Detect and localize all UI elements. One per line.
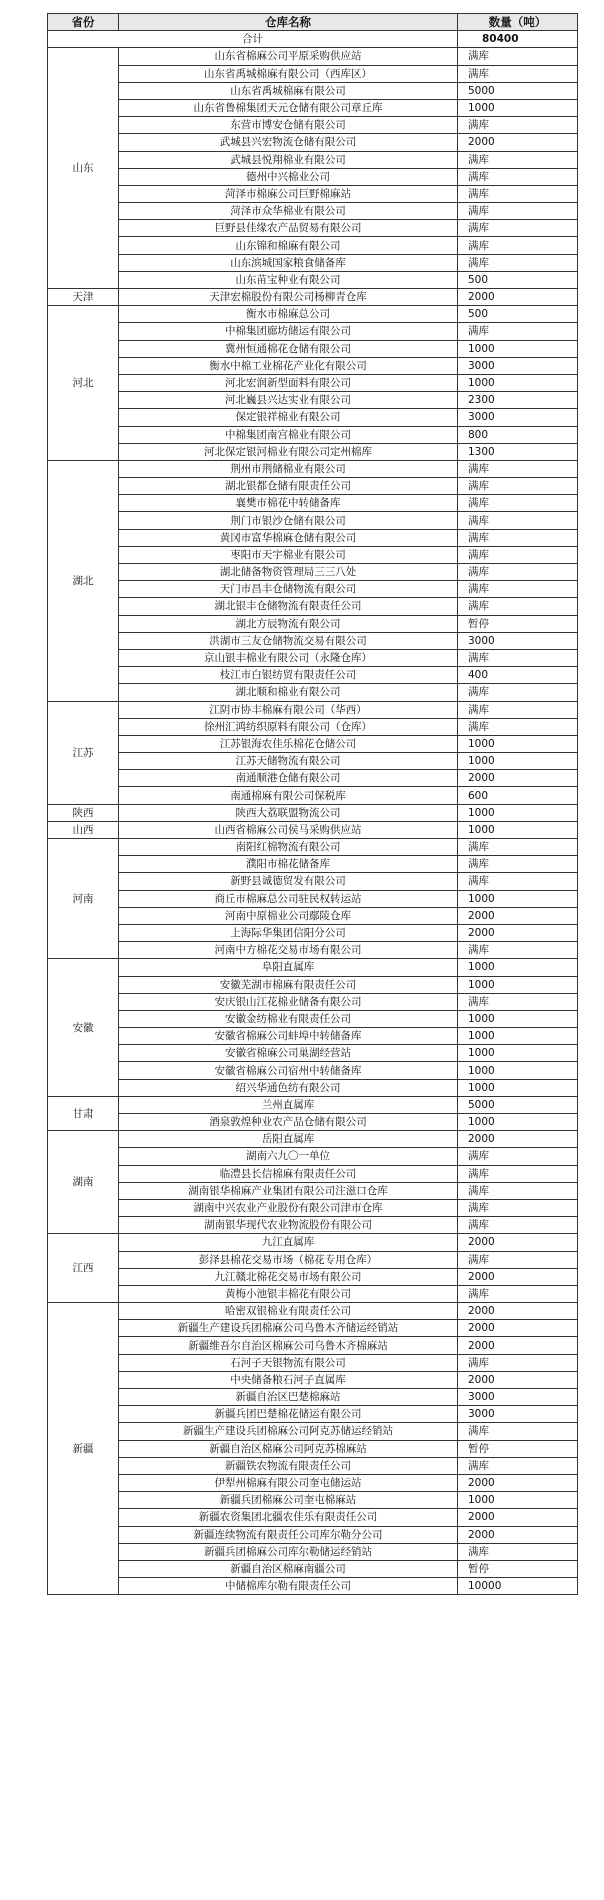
warehouse-cell: 新野县诚德贸发有限公司 (119, 873, 458, 890)
table-row (48, 632, 578, 649)
province-cell: 湖北 (48, 460, 119, 701)
table-row (48, 1285, 578, 1302)
province-cell: 江苏 (48, 701, 119, 804)
warehouse-cell: 枝江市白银纺贸有限责任公司 (119, 667, 458, 684)
warehouse-cell: 江苏银海农佳乐棉花仓储公司 (119, 735, 458, 752)
warehouse-cell: 天津宏棉股份有限公司杨柳青仓库 (119, 289, 458, 306)
quantity-cell: 1000 (458, 1062, 578, 1079)
quantity-cell: 1000 (458, 1045, 578, 1062)
warehouse-cell: 山东滨城国家粮食储备库 (119, 254, 458, 271)
table-row (48, 770, 578, 787)
table-row (48, 271, 578, 288)
province-cell: 甘肃 (48, 1096, 119, 1130)
table-row (48, 426, 578, 443)
warehouse-cell: 濮阳市棉花储备库 (119, 856, 458, 873)
table-row (48, 392, 578, 409)
table-row (48, 478, 578, 495)
warehouse-cell: 京山银丰棉业有限公司（永隆仓库） (119, 649, 458, 666)
warehouse-cell: 湖北银都仓储有限责任公司 (119, 478, 458, 495)
quantity-cell: 400 (458, 667, 578, 684)
warehouse-cell: 河南中原棉业公司鄢陵仓库 (119, 907, 458, 924)
warehouse-cell: 湖北顺和棉业有限公司 (119, 684, 458, 701)
table-row (48, 168, 578, 185)
quantity-cell: 5000 (458, 1096, 578, 1113)
table-row (48, 1423, 578, 1440)
quantity-cell: 暂停 (458, 615, 578, 632)
quantity-cell: 3000 (458, 632, 578, 649)
table-row (48, 340, 578, 357)
warehouse-cell: 冀州恒通棉花仓储有限公司 (119, 340, 458, 357)
warehouse-cell: 江苏天储物流有限公司 (119, 753, 458, 770)
table-row (48, 684, 578, 701)
table-row (48, 306, 578, 323)
table-row (48, 220, 578, 237)
table-row (48, 1114, 578, 1131)
warehouse-cell: 酒泉敦煌种业农产品仓储有限公司 (119, 1114, 458, 1131)
quantity-cell: 2300 (458, 392, 578, 409)
header-province: 省份 (48, 14, 119, 31)
quantity-cell: 满库 (458, 1457, 578, 1474)
quantity-cell: 满库 (458, 203, 578, 220)
warehouse-cell: 武城县兴宏物流仓储有限公司 (119, 134, 458, 151)
quantity-cell: 1000 (458, 804, 578, 821)
table-row (48, 804, 578, 821)
warehouse-cell: 岳阳直属库 (119, 1131, 458, 1148)
quantity-cell: 3000 (458, 1406, 578, 1423)
warehouse-cell: 安徽芜湖市棉麻有限责任公司 (119, 976, 458, 993)
table-row (48, 82, 578, 99)
table-row (48, 99, 578, 116)
table-row (48, 1492, 578, 1509)
table-row (48, 649, 578, 666)
warehouse-cell: 临澧县长信棉麻有限责任公司 (119, 1165, 458, 1182)
table-row (48, 134, 578, 151)
province-cell: 河南 (48, 839, 119, 959)
quantity-cell: 500 (458, 306, 578, 323)
quantity-cell: 2000 (458, 924, 578, 941)
quantity-cell: 2000 (458, 770, 578, 787)
warehouse-cell: 新疆自治区巴楚棉麻站 (119, 1389, 458, 1406)
warehouse-cell: 彭泽县棉花交易市场（棉花专用仓库） (119, 1251, 458, 1268)
warehouse-cell: 荆州市荆储棉业有限公司 (119, 460, 458, 477)
table-row (48, 323, 578, 340)
quantity-cell: 满库 (458, 1148, 578, 1165)
warehouse-cell: 湖北银丰仓储物流有限责任公司 (119, 598, 458, 615)
quantity-cell: 满库 (458, 993, 578, 1010)
table-row (48, 1560, 578, 1577)
quantity-cell: 满库 (458, 1165, 578, 1182)
warehouse-table (47, 13, 578, 1595)
province-cell: 新疆 (48, 1303, 119, 1595)
warehouse-cell: 江阴市协丰棉麻有限公司（华西） (119, 701, 458, 718)
quantity-cell: 2000 (458, 1337, 578, 1354)
warehouse-cell: 上海际华集团信阳分公司 (119, 924, 458, 941)
quantity-cell: 满库 (458, 254, 578, 271)
warehouse-cell: 安徽金纺棉业有限责任公司 (119, 1010, 458, 1027)
quantity-cell: 1000 (458, 1492, 578, 1509)
table-row (48, 1148, 578, 1165)
quantity-cell: 满库 (458, 168, 578, 185)
quantity-cell: 满库 (458, 117, 578, 134)
warehouse-cell: 湖南六九〇一单位 (119, 1148, 458, 1165)
warehouse-cell: 南通棉麻有限公司保税库 (119, 787, 458, 804)
table-row (48, 667, 578, 684)
table-row (48, 1028, 578, 1045)
quantity-cell: 2000 (458, 907, 578, 924)
quantity-cell: 满库 (458, 718, 578, 735)
quantity-cell: 1000 (458, 753, 578, 770)
warehouse-cell: 湖南银华现代农业物流股份有限公司 (119, 1217, 458, 1234)
warehouse-cell: 德州中兴棉业公司 (119, 168, 458, 185)
quantity-cell: 2000 (458, 1526, 578, 1543)
warehouse-cell: 山东省棉麻公司平原采购供应站 (119, 48, 458, 65)
warehouse-cell: 安徽省棉麻公司蚌埠中转储备库 (119, 1028, 458, 1045)
quantity-cell: 满库 (458, 839, 578, 856)
warehouse-cell: 新疆铁农物流有限责任公司 (119, 1457, 458, 1474)
warehouse-cell: 九江赣北棉花交易市场有限公司 (119, 1268, 458, 1285)
total-label: 合计 (48, 31, 458, 48)
quantity-cell: 满库 (458, 1423, 578, 1440)
province-cell: 天津 (48, 289, 119, 306)
warehouse-cell: 衡水中棉工业棉花产业化有限公司 (119, 357, 458, 374)
province-cell: 陕西 (48, 804, 119, 821)
table-row (48, 1217, 578, 1234)
table-row (48, 460, 578, 477)
quantity-cell: 800 (458, 426, 578, 443)
table-row (48, 1509, 578, 1526)
warehouse-cell: 河南中方棉花交易市场有限公司 (119, 942, 458, 959)
warehouse-cell: 山东苗宝种业有限公司 (119, 271, 458, 288)
warehouse-cell: 河北宏润新型面料有限公司 (119, 374, 458, 391)
warehouse-cell: 巨野县佳缘农产品贸易有限公司 (119, 220, 458, 237)
table-row (48, 907, 578, 924)
quantity-cell: 满库 (458, 598, 578, 615)
quantity-cell: 1000 (458, 890, 578, 907)
table-row (48, 1371, 578, 1388)
header-quantity: 数量（吨） (458, 14, 578, 31)
warehouse-cell: 山东省鲁棉集团天元仓储有限公司章丘库 (119, 99, 458, 116)
warehouse-cell: 安徽省棉麻公司宿州中转储备库 (119, 1062, 458, 1079)
quantity-cell: 3000 (458, 409, 578, 426)
quantity-cell: 满库 (458, 873, 578, 890)
table-row (48, 1010, 578, 1027)
quantity-cell: 500 (458, 271, 578, 288)
total-row (48, 31, 578, 48)
warehouse-cell: 东营市博安仓储有限公司 (119, 117, 458, 134)
table-row (48, 1079, 578, 1096)
warehouse-cell: 陕西大荔联盟物流公司 (119, 804, 458, 821)
warehouse-cell: 新疆生产建设兵团棉麻公司乌鲁木齐储运经销站 (119, 1320, 458, 1337)
warehouse-cell: 石河子天银物流有限公司 (119, 1354, 458, 1371)
table-row (48, 890, 578, 907)
warehouse-cell: 山西省棉麻公司侯马采购供应站 (119, 821, 458, 838)
warehouse-cell: 中储棉库尔勒有限责任公司 (119, 1578, 458, 1595)
warehouse-cell: 山东锦和棉麻有限公司 (119, 237, 458, 254)
quantity-cell: 满库 (458, 65, 578, 82)
table-row (48, 1234, 578, 1251)
table-row (48, 1096, 578, 1113)
quantity-cell: 满库 (458, 564, 578, 581)
province-cell: 山东 (48, 48, 119, 289)
quantity-cell: 3000 (458, 357, 578, 374)
table-row (48, 718, 578, 735)
warehouse-cell: 阜阳直属库 (119, 959, 458, 976)
table-row (48, 735, 578, 752)
quantity-cell: 满库 (458, 581, 578, 598)
warehouse-cell: 河北巍县兴达实业有限公司 (119, 392, 458, 409)
table-row (48, 1165, 578, 1182)
warehouse-cell: 兰州直属库 (119, 1096, 458, 1113)
quantity-cell: 1000 (458, 959, 578, 976)
quantity-cell: 5000 (458, 82, 578, 99)
warehouse-cell: 中棉集团南宫棉业有限公司 (119, 426, 458, 443)
table-body (48, 31, 578, 1595)
warehouse-cell: 菏泽市棉麻公司巨野棉麻站 (119, 185, 458, 202)
quantity-cell: 1000 (458, 1079, 578, 1096)
warehouse-cell: 南通顺港仓储有限公司 (119, 770, 458, 787)
province-cell: 山西 (48, 821, 119, 838)
table-row (48, 1182, 578, 1199)
quantity-cell: 满库 (458, 478, 578, 495)
table-row (48, 821, 578, 838)
quantity-cell: 3000 (458, 1389, 578, 1406)
quantity-cell: 满库 (458, 1285, 578, 1302)
warehouse-cell: 新疆自治区棉麻南疆公司 (119, 1560, 458, 1577)
quantity-cell: 满库 (458, 220, 578, 237)
quantity-cell: 1300 (458, 443, 578, 460)
table-row (48, 873, 578, 890)
table-row (48, 203, 578, 220)
table-row (48, 409, 578, 426)
table-row (48, 615, 578, 632)
table-row (48, 1578, 578, 1595)
warehouse-cell: 湖南中兴农业产业股份有限公司津市仓库 (119, 1199, 458, 1216)
table-row (48, 942, 578, 959)
table-row (48, 839, 578, 856)
table-row (48, 529, 578, 546)
warehouse-cell: 湖北储备物资管理局三三八处 (119, 564, 458, 581)
warehouse-cell: 伊犁州棉麻有限公司奎屯储运站 (119, 1474, 458, 1491)
table-row (48, 976, 578, 993)
total-value: 80400 (458, 31, 578, 48)
warehouse-cell: 山东省禹城棉麻有限公司 (119, 82, 458, 99)
quantity-cell: 满库 (458, 546, 578, 563)
table-row (48, 546, 578, 563)
quantity-cell: 1000 (458, 735, 578, 752)
table-row (48, 495, 578, 512)
table-row (48, 1251, 578, 1268)
warehouse-cell: 新疆兵团棉麻公司奎屯棉麻站 (119, 1492, 458, 1509)
table-row (48, 564, 578, 581)
table-row (48, 254, 578, 271)
header-row (48, 14, 578, 31)
warehouse-cell: 湖北方辰物流有限公司 (119, 615, 458, 632)
table-row (48, 753, 578, 770)
warehouse-cell: 中棉集团廊坊储运有限公司 (119, 323, 458, 340)
province-cell: 安徽 (48, 959, 119, 1097)
warehouse-cell: 河北保定银河棉业有限公司定州棉库 (119, 443, 458, 460)
table-row (48, 151, 578, 168)
warehouse-cell: 徐州汇鸿纺织原料有限公司（仓库） (119, 718, 458, 735)
province-cell: 湖南 (48, 1131, 119, 1234)
quantity-cell: 满库 (458, 649, 578, 666)
table-row (48, 1406, 578, 1423)
header-warehouse: 仓库名称 (119, 14, 458, 31)
quantity-cell: 2000 (458, 1303, 578, 1320)
quantity-cell: 满库 (458, 495, 578, 512)
quantity-cell: 1000 (458, 1010, 578, 1027)
quantity-cell: 10000 (458, 1578, 578, 1595)
table-row (48, 237, 578, 254)
warehouse-cell: 新疆农资集团北疆农佳乐有限责任公司 (119, 1509, 458, 1526)
table-row (48, 598, 578, 615)
quantity-cell: 1000 (458, 99, 578, 116)
warehouse-cell: 襄樊市棉花中转储备库 (119, 495, 458, 512)
table-row (48, 959, 578, 976)
quantity-cell: 满库 (458, 1251, 578, 1268)
warehouse-cell: 安徽省棉麻公司巢湖经营站 (119, 1045, 458, 1062)
table-row (48, 1062, 578, 1079)
table-row (48, 856, 578, 873)
table-row (48, 289, 578, 306)
table-row (48, 701, 578, 718)
table-row (48, 1045, 578, 1062)
table-row (48, 185, 578, 202)
table-row (48, 1320, 578, 1337)
quantity-cell: 1000 (458, 340, 578, 357)
quantity-cell: 2000 (458, 1371, 578, 1388)
quantity-cell: 2000 (458, 289, 578, 306)
warehouse-cell: 新疆兵团棉麻公司库尔勒储运经销站 (119, 1543, 458, 1560)
province-cell: 江西 (48, 1234, 119, 1303)
table-row (48, 48, 578, 65)
quantity-cell: 满库 (458, 323, 578, 340)
quantity-cell: 满库 (458, 1217, 578, 1234)
quantity-cell: 满库 (458, 237, 578, 254)
table-row (48, 1526, 578, 1543)
table-row (48, 1303, 578, 1320)
warehouse-cell: 菏泽市众华棉业有限公司 (119, 203, 458, 220)
table-row (48, 787, 578, 804)
quantity-cell: 2000 (458, 1474, 578, 1491)
warehouse-cell: 新疆自治区棉麻公司阿克苏棉麻站 (119, 1440, 458, 1457)
warehouse-cell: 湖南银华棉麻产业集团有限公司注滋口仓库 (119, 1182, 458, 1199)
quantity-cell: 满库 (458, 512, 578, 529)
table-row (48, 117, 578, 134)
warehouse-cell: 南阳红棉物流有限公司 (119, 839, 458, 856)
quantity-cell: 满库 (458, 684, 578, 701)
table-row (48, 1543, 578, 1560)
warehouse-cell: 衡水市棉麻总公司 (119, 306, 458, 323)
table-row (48, 1457, 578, 1474)
quantity-cell: 2000 (458, 134, 578, 151)
quantity-cell: 满库 (458, 460, 578, 477)
quantity-cell: 暂停 (458, 1440, 578, 1457)
table-row (48, 1440, 578, 1457)
table-row (48, 443, 578, 460)
quantity-cell: 满库 (458, 1543, 578, 1560)
quantity-cell: 满库 (458, 529, 578, 546)
warehouse-cell: 新疆兵团巴楚棉花储运有限公司 (119, 1406, 458, 1423)
quantity-cell: 2000 (458, 1268, 578, 1285)
quantity-cell: 满库 (458, 1199, 578, 1216)
warehouse-cell: 枣阳市天宇棉业有限公司 (119, 546, 458, 563)
quantity-cell: 1000 (458, 976, 578, 993)
quantity-cell: 1000 (458, 1114, 578, 1131)
warehouse-cell: 洪湖市三友仓储物流交易有限公司 (119, 632, 458, 649)
table-row (48, 512, 578, 529)
province-cell: 河北 (48, 306, 119, 461)
quantity-cell: 1000 (458, 1028, 578, 1045)
quantity-cell: 暂停 (458, 1560, 578, 1577)
warehouse-cell: 荆门市银沙仓储有限公司 (119, 512, 458, 529)
table-row (48, 1354, 578, 1371)
table-row (48, 1389, 578, 1406)
warehouse-cell: 新疆连续物流有限责任公司库尔勒分公司 (119, 1526, 458, 1543)
table-row (48, 993, 578, 1010)
table-row (48, 374, 578, 391)
quantity-cell: 满库 (458, 942, 578, 959)
quantity-cell: 1000 (458, 821, 578, 838)
table-row (48, 1268, 578, 1285)
warehouse-cell: 保定银祥棉业有限公司 (119, 409, 458, 426)
table-row (48, 357, 578, 374)
quantity-cell: 满库 (458, 1354, 578, 1371)
warehouse-cell: 黄梅小池银丰棉花有限公司 (119, 1285, 458, 1302)
quantity-cell: 满库 (458, 48, 578, 65)
quantity-cell: 600 (458, 787, 578, 804)
quantity-cell: 2000 (458, 1234, 578, 1251)
warehouse-cell: 新疆维吾尔自治区棉麻公司乌鲁木齐棉麻站 (119, 1337, 458, 1354)
warehouse-cell: 绍兴华通色纺有限公司 (119, 1079, 458, 1096)
table-row (48, 581, 578, 598)
table-row (48, 1474, 578, 1491)
warehouse-cell: 武城县悦翔棉业有限公司 (119, 151, 458, 168)
quantity-cell: 2000 (458, 1509, 578, 1526)
warehouse-cell: 商丘市棉麻总公司驻民权转运站 (119, 890, 458, 907)
table-row (48, 1337, 578, 1354)
quantity-cell: 满库 (458, 151, 578, 168)
warehouse-cell: 山东省禹城棉麻有限公司（西库区） (119, 65, 458, 82)
warehouse-cell: 天门市昌丰仓储物流有限公司 (119, 581, 458, 598)
warehouse-cell: 哈密双银棉业有限责任公司 (119, 1303, 458, 1320)
table-row (48, 65, 578, 82)
quantity-cell: 满库 (458, 701, 578, 718)
quantity-cell: 满库 (458, 185, 578, 202)
quantity-cell: 2000 (458, 1131, 578, 1148)
table-row (48, 924, 578, 941)
table-row (48, 1131, 578, 1148)
warehouse-cell: 九江直属库 (119, 1234, 458, 1251)
quantity-cell: 2000 (458, 1320, 578, 1337)
table-row (48, 1199, 578, 1216)
warehouse-cell: 新疆生产建设兵团棉麻公司阿克苏储运经销站 (119, 1423, 458, 1440)
quantity-cell: 满库 (458, 856, 578, 873)
warehouse-cell: 中央储备粮石河子直属库 (119, 1371, 458, 1388)
warehouse-cell: 黄冈市富华棉麻仓储有限公司 (119, 529, 458, 546)
quantity-cell: 1000 (458, 374, 578, 391)
quantity-cell: 满库 (458, 1182, 578, 1199)
warehouse-cell: 安庆银山江花棉业储备有限公司 (119, 993, 458, 1010)
